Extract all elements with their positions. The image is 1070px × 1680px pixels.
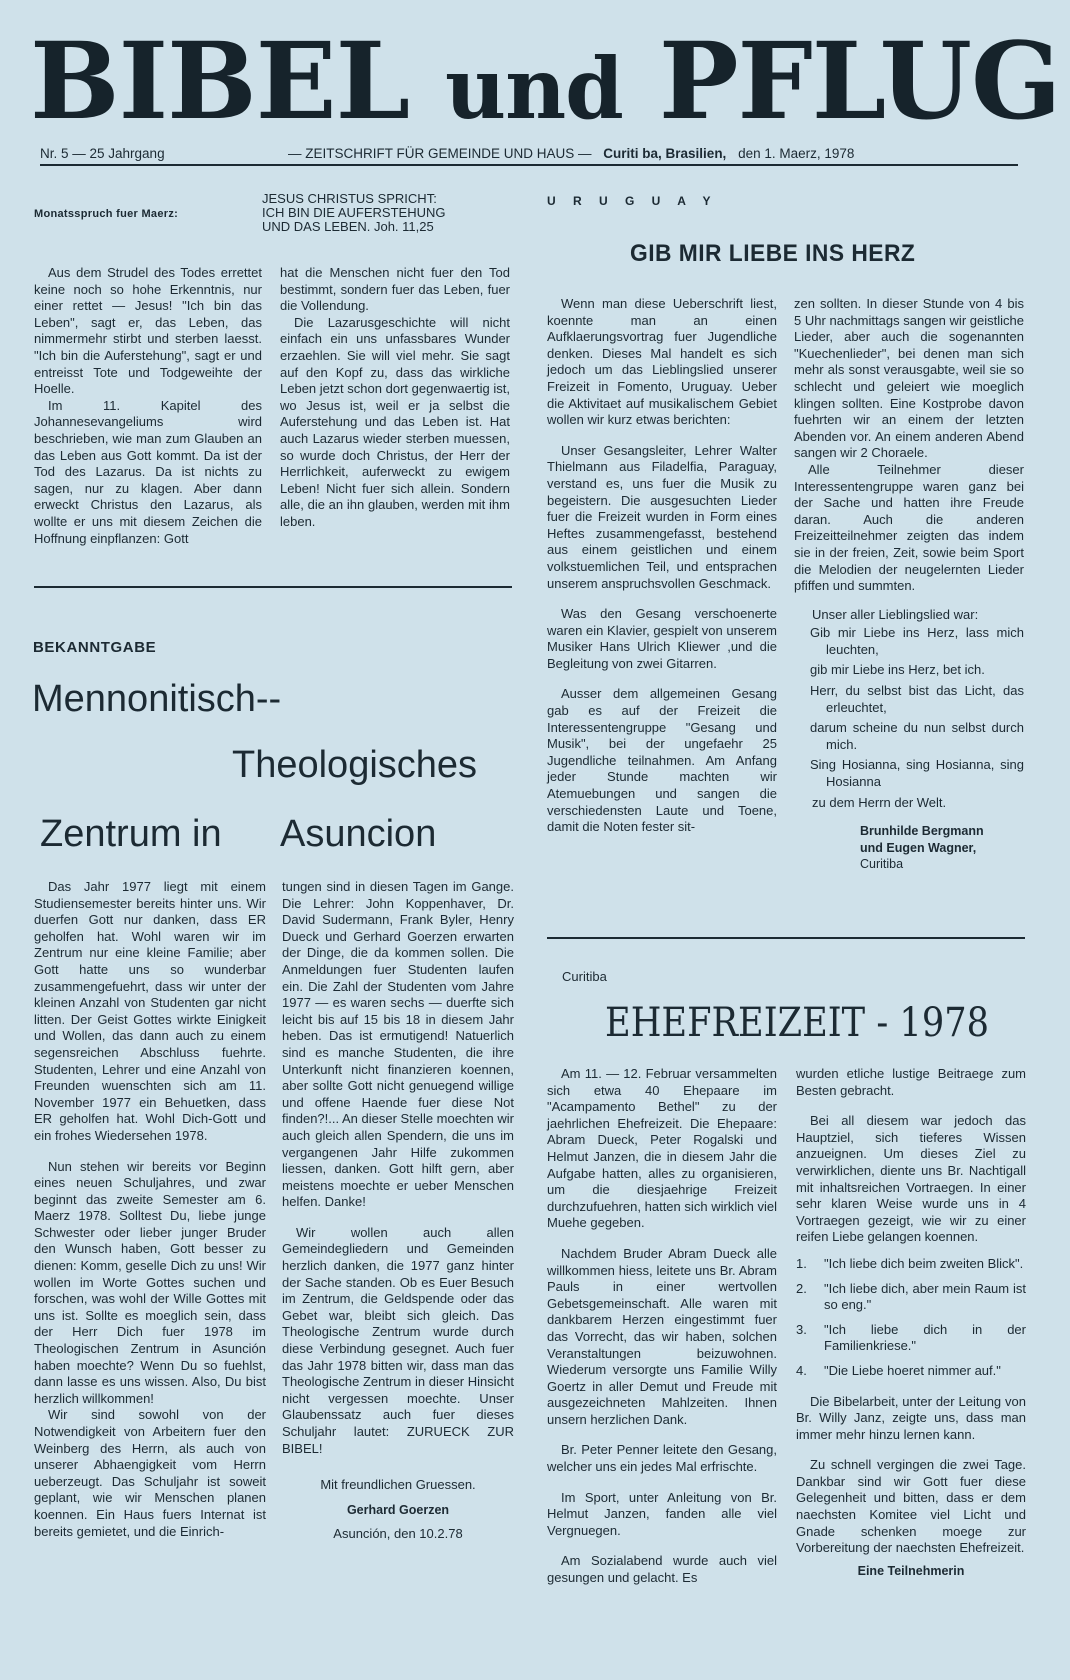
list-number: 1.: [796, 1255, 807, 1271]
publication-date: den 1. Maerz, 1978: [738, 146, 855, 161]
signature: Gerhard Goerzen: [346, 1502, 450, 1517]
paragraph: Das Jahr 1977 liegt mit einem Studiensemester bereits hinter uns. Wir duerfen Gott nur danken, dass ER geholfen hat. Wohl waren wir im Zentrum nur eine kleine Familie; aber Gott hatte uns so wunderbar zusammengefuehrt, dass wir unter der kleinen Anzahl von Studenten gar nicht litten. Der Geist Gottes wirkte Einigkeit und Wollen, das dann auch zu einem segensreichen Abschluss fuehrte. Studenten, Lehrer und eine Anzahl von Freunden wuenschten sich am 11. November 1977 ein Behuetken, dass ER geholfen hat. Wohl Dich-Gott und ein frohes Wiedersehen 1978.: [34, 879, 266, 1143]
paragraph: Was den Gesang verschoenerte waren ein Klavier, gespielt von unserem Musiker Hans Ulrich Kliewer ,und die Begleitung von zwei Gitarren.: [547, 606, 777, 671]
list-text: "Die Liebe hoeret nimmer auf.": [824, 1362, 1001, 1378]
signature: Brunhilde Bergmann: [860, 824, 984, 839]
paragraph: Wir wollen auch allen Gemeindegliedern und Gemeinden herzlich danken, die 1977 ganz hinter der Sache standen. Ob es Euer Besuch im Zentrum, die Geldspende oder das Gebet war, bleibt sich gleich. Das Theologische Zentrum wurde durch diese Verbindung gesegnet. Auch fuer das Jahr 1978 bitten wir, dass man das Theologische Zentrum in dieser Hinsicht nicht vergessen moechte. Unser Glaubenssatz auch fuer dieses Schuljahr lautet: ZURUECK ZUR BIBEL!: [282, 1224, 514, 1456]
article-title: GIB MIR LIEBE INS HERZ: [630, 240, 916, 267]
motto-line: ICH BIN DIE AUFERSTEHUNG: [262, 205, 446, 220]
song-intro: Unser aller Lieblingslied war:: [812, 606, 979, 622]
paragraph: Im Sport, unter Anleitung von Br. Helmut Janzen, fanden alle viel Vergnuegen.: [547, 1489, 777, 1538]
zentrum-column-2: [282, 879, 514, 1543]
paragraph: Am 11. — 12. Februar versammelten sich etwa 40 Ehepaare im "Acampamento Bethel" zu der jaehrlichen Ehefreizeit. Die Ehepaare: Abram Dueck, Peter Rogalski und Helmut Janzen, die in diesem Jahr die Aufgabe hatten, alles zu organisieren, um die diesjaehrige Freizeit durchzufuehren, hatten sich wirklich viel Muehe gegeben.: [547, 1066, 777, 1231]
paragraph: Alle Teilnehmer dieser Interessentengruppe waren ganz bei der Sache und hatten ihre Freude daran. Auch die anderen Freizeitteilnehmer zeigten das indem sie in der freien, Zeit, sowie beim Sport die Melodien der neugelernten Lieder pfiffen und summten.: [794, 461, 1024, 594]
paragraph: Nun stehen wir bereits vor Beginn eines neuen Schuljahres, und zwar beginnt das zweite Semester am 6. Maerz 1978. Solltest Du, liebe junge Schwester oder lieber junger Bruder den Wunsch haben, Gott besser zu dienen: Komm, geselle Dich zu uns! Wir wollen im Worte Gottes suchen und forschen, was wohl der Wille Gottes mit uns ist. Sollte es moeglich sein, dass der Herr Dich fuer 1978 im Theologischen Zentrum in Asunción haben moechte? Wenn Du so fuehlst, dann lasse es uns wissen. Also, Du bist herzlich willkommen!: [34, 1158, 266, 1406]
masthead-subline: [40, 146, 1030, 161]
masthead-title: [30, 18, 1061, 143]
uruguay-column-2: [794, 296, 1024, 873]
paragraph: Im 11. Kapitel des Johannesevangeliums wird beschrieben, wie man zum Glauben an das Leben aus Gott kommt. Da ist der Tod des Lazarus. Da ist nichts zu sagen, nur zu klagen. Aber dann erweckt Christus den Lazarus, als wollte er uns mit diesem Zeichen die Hoffnung einpflanzen: Gott: [34, 397, 262, 546]
dateline: Curitiba: [562, 969, 607, 984]
song-line: Herr, du selbst bist das Licht, das erleuchtet,: [810, 683, 1024, 715]
publication-place: Curiti ba, Brasilien,: [603, 146, 727, 161]
title-bibel: BIBEL: [30, 18, 410, 143]
article-title: EHEFREIZEIT - 1978: [605, 1000, 990, 1046]
list-number: 3.: [796, 1321, 807, 1337]
motto-line: JESUS CHRISTUS SPRICHT:: [262, 191, 437, 206]
zentrum-column-1: [34, 879, 266, 1540]
ehefreizeit-column-2: [796, 1066, 1026, 1579]
editorial-column-2: [280, 265, 510, 531]
closing-line: Mit freundlichen Gruessen.: [320, 1477, 476, 1493]
subline-right: [288, 146, 854, 161]
list-item: [796, 1281, 1026, 1314]
article-title-line: Mennonitisch--: [32, 678, 282, 720]
masthead-rule: [40, 164, 1018, 166]
paragraph: Am Sozialabend wurde auch viel gesungen und gelacht. Es: [547, 1553, 777, 1586]
paragraph: Wenn man diese Ueberschrift liest, koennte man an einen Aufklaerungsvortrag fuer Jugendliche denken. Dieses Mal handelt es sich jedoch um das Lieblingslied unserer Freizeit in Fomento, Uruguay. Ueber die Aktivitaet auf musikalischem Gebiet wollen wir kurz etwas berichten:: [547, 296, 777, 428]
uruguay-column-1: [547, 296, 777, 836]
article-title-line: Theologisches: [232, 744, 478, 786]
publication-subtitle: — ZEITSCHRIFT FÜR GEMEINDE UND HAUS —: [288, 146, 592, 161]
list-text: "Ich liebe dich beim zweiten Blick".: [824, 1255, 1024, 1271]
title-pflug: PFLUG: [658, 18, 1061, 143]
paragraph: Wir sind sowohl von der Notwendigkeit von Arbeitern fuer den Weinberg des Herrn, als auch von unserer Abhaengigkeit vom Herrn ueberzeugt. Das Schuljahr ist soweit geplant, wie wir Menschen planen koennen. Ein Haus fuers Internat ist bereits gemietet, und die Einrich-: [34, 1407, 266, 1539]
list-text: "Ich liebe dich, aber mein Raum ist so eng.": [824, 1280, 1026, 1313]
section-divider: [34, 586, 512, 588]
list-number: 4.: [796, 1362, 807, 1378]
motto-line: UND DAS LEBEN. Joh. 11,25: [262, 219, 434, 234]
list-number: 2.: [796, 1280, 807, 1296]
song-line: Sing Hosianna, sing Hosianna, sing Hosianna: [810, 757, 1024, 790]
signature: und Eugen Wagner,: [860, 840, 977, 855]
song-lyrics: [794, 607, 1024, 812]
song-line: darum scheine du nun selbst durch mich.: [810, 720, 1024, 752]
list-text: "Ich liebe dich in der Familienkriese.": [824, 1321, 1026, 1354]
signature: Eine Teilnehmerin: [857, 1563, 965, 1578]
title-und: und: [445, 39, 623, 138]
editorial-column-1: [34, 265, 262, 547]
list-item: [796, 1363, 1026, 1380]
paragraph: Bei all diesem war jedoch das Hauptziel, sich tieferes Wissen anzueignen. Um dieses Ziel zu verwirklichen, diente uns Br. Nachtigall mit inhaltsreichen Vortraegen. In einer sehr klaren Weise wurde uns in 4 Vortraegen gezeigt, wie wir zu einer reifen Liebe gelangen koennen.: [796, 1113, 1026, 1245]
paragraph: Aus dem Strudel des Todes errettet keine noch so hohe Erkenntnis, nur einer rettet — Jesus! "Ich bin das Leben", sagt er, das Leben, das nimmermehr stirbt und sterben laesst. "Ich bin die Auferstehung", sagt er und entreisst Tote und Todgeweihte der Hoelle.: [34, 265, 262, 397]
list-item: [796, 1322, 1026, 1355]
song-line: Gib mir Liebe ins Herz, lass mich leuchten,: [810, 625, 1024, 657]
signature-block: [794, 823, 1024, 873]
motto-label: Monatsspruch fuer Maerz:: [34, 208, 179, 220]
paragraph: zen sollten. In dieser Stunde von 4 bis 5 Uhr nachmittags sangen wir geistliche Lieder, aber auch die sogenannten "Kuechenlieder", bei denen man sich mehr als sonst verausgabte, weil sie so schlecht und geleiert wie moeglich klingen sollten. Eine Kostprobe davon fuehrten wir an einem der letzten Abenden vor. An einem anderen Abend sangen wir 2 Choraele.: [794, 296, 1024, 461]
issue-number: Nr. 5 — 25 Jahrgang: [40, 146, 165, 161]
ehefreizeit-column-1: [547, 1066, 777, 1587]
paragraph: tungen sind in diesen Tagen im Gange. Die Lehrer: John Koppenhaver, Dr. David Sudermann, Frank Byler, Henry Dueck und Gerhard Goerzen erwarten der Dinge, die da kommen sollen. Die Anmeldungen fuer Studenten laufen ein. Die Zahl der Studenten vom Jahre 1977 — es waren sechs — duerfte sich leicht bis auf 15 bis 18 in diesem Jahr heben. Das ist ermutigend! Natuerlich sind es manche Studenten, die ihre Unterkunft nicht finanzieren koennen, aber sollte Gott nicht genuegend willige und offene Haende fuer diese Not finden?!... An dieser Stelle moechten wir auch gleich allen Spendern, die uns im vergangenen Jahr Hilfe zukommen liessen, danken. Gott hilft gern, aber meistens moechte er ueber Menschen helfen. Danke!: [282, 879, 514, 1210]
section-label: U R U G U A Y: [547, 194, 718, 208]
paragraph: Nachdem Bruder Abram Dueck alle willkommen hiess, leitete uns Br. Abram Pauls in einer wertvollen Gebetsgemeinschaft. Alle waren mit dankbarem Herzen eingestimmt fuer das Vorrecht, das wir haben, solchen Veranstaltungen beizuwohnen. Wiederum versorgte uns Familie Willy Goertz in aller Demut und Freude mit ausgezeichneten Mahlzeiten. Ihnen unsern herzlichen Dank.: [547, 1245, 777, 1427]
paragraph: Die Bibelarbeit, unter der Leitung von Br. Willy Janz, zeigte uns, dass man immer mehr hinzu lernen kann.: [796, 1393, 1026, 1442]
paragraph: Ausser dem allgemeinen Gesang gab es auf der Freizeit die Interessentengruppe "Gesang und Musik", bei der ungefaehr 25 Jugendliche teilnahmen. Am Anfang jeder Stunde machten wir Atemuebungen und sangen die verschiedensten Laute und Toene, damit die Noten fester sit-: [547, 686, 777, 835]
motto-verse: [262, 192, 502, 234]
signature-place: Curitiba: [860, 857, 904, 872]
signature-place: Asunción, den 10.2.78: [333, 1526, 463, 1542]
song-line: zu dem Herrn der Welt.: [812, 794, 947, 810]
lecture-list: [796, 1256, 1026, 1380]
paragraph: Die Lazarusgeschichte will nicht einfach ein uns unfassbares Wunder erzaehlen. Sie will viel mehr. Sie sagt auf den Kopf zu, dass das wirkliche Leben jetzt schon dort gegenwaertig ist, wo Jesus ist, weil er ja selbst die Auferstehung und das Leben ist. Hat auch Lazarus wieder sterben muessen, so wurde doch Christus, der Herr der Herrlichkeit, auferweckt zu ewigem Leben! Nicht fuer sich allein. Sondern alle, die an ihn glauben, werden mit ihm leben.: [280, 314, 510, 529]
song-line: gib mir Liebe ins Herz, bet ich.: [810, 662, 985, 678]
paragraph: Zu schnell vergingen die zwei Tage. Dankbar sind wir Gott fuer diese Gelegenheit und bitten, dass er dem naechsten Komitee viel Licht und Gnade schenken moege zur Vorbereitung der naechsten Ehefreizeit.: [796, 1457, 1026, 1556]
article-title-line: Asuncion: [280, 813, 437, 855]
list-item: [796, 1256, 1026, 1273]
paragraph: hat die Menschen nicht fuer den Tod bestimmt, sondern fuer das Leben, fuer die Vollendung.: [280, 265, 510, 314]
paragraph: Unser Gesangsleiter, Lehrer Walter Thielmann aus Filadelfia, Paraguay, verstand es, uns fuer die Musik zu begeistern. Die ausgesuchten Lieder fuer die Freizeit wurden in Form eines Heftes zusammengefasst, bestehend aus einem geistlichen und einem volkstuemlichen Teil, und entsprachen unserem anspruchsvollen Geschmack.: [547, 442, 777, 591]
section-label: BEKANNTGABE: [33, 639, 157, 656]
section-divider: [547, 937, 1025, 939]
paragraph: Br. Peter Penner leitete den Gesang, welcher uns ein jedes Mal erfrischte.: [547, 1442, 777, 1475]
article-title-line: Zentrum in: [40, 813, 222, 855]
paragraph: wurden etliche lustige Beitraege zum Besten gebracht.: [796, 1066, 1026, 1098]
